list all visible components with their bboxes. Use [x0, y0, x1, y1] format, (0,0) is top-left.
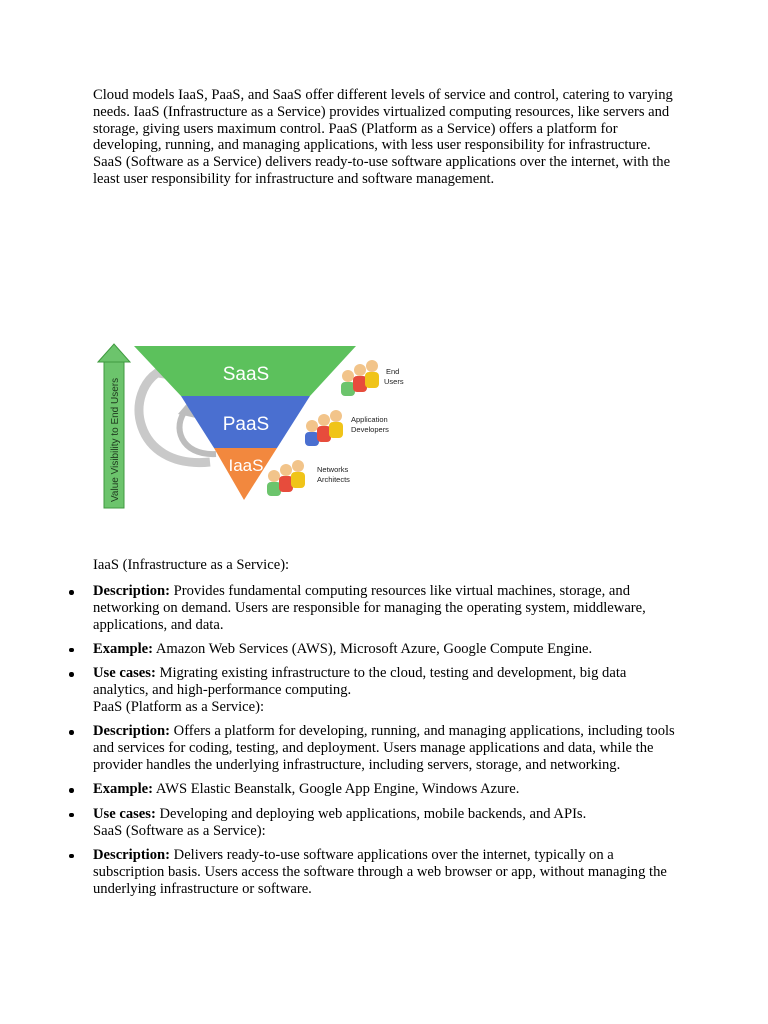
axis-label: Value Visibility to End Users	[110, 377, 121, 502]
item-text: Migrating existing infrastructure to the cloud, testing and development, big data analytics, and high-performance computing.	[93, 665, 627, 699]
saas-label: SaaS	[222, 364, 270, 385]
item-label: Description:	[93, 723, 171, 740]
iaas-list	[93, 583, 683, 905]
end-users-icon	[341, 360, 379, 396]
networks-architects-icon	[267, 460, 305, 496]
end-users-label-2: Users	[384, 377, 404, 386]
paas-label: PaaS	[222, 414, 270, 435]
item-text: Provides fundamental computing resources like virtual machines, storage, and networking on demand. Users are responsible for managing the operating system, middleware, applications, and data.	[93, 583, 646, 633]
axis-arrowhead	[98, 344, 130, 362]
application-developers-label-1: Application	[351, 415, 388, 424]
list-item	[93, 723, 683, 773]
iaas-label: IaaS	[228, 456, 264, 475]
item-label: Use cases:	[93, 665, 156, 682]
list-item	[93, 665, 683, 715]
item-label: Example:	[93, 781, 153, 798]
item-label: Description:	[93, 846, 171, 863]
networks-architects-label-2: Architects	[317, 475, 350, 484]
application-developers-label-2: Developers	[351, 425, 389, 434]
item-label: Description:	[93, 583, 171, 599]
item-text: Amazon Web Services (AWS), Microsoft Azure, Google Compute Engine.	[153, 640, 593, 657]
list-item	[93, 806, 683, 840]
iaas-heading: IaaS (Infrastructure as a Service):	[93, 557, 290, 573]
list-item	[93, 847, 683, 897]
intro-paragraph: Cloud models IaaS, PaaS, and SaaS offer different levels of service and control, catering to varying needs. IaaS (Infrastructure as a Service) provides virtualized computing resources, like servers and storage, giving users maximum control. PaaS (Platform as a Service) offers a platform for developing, running, and managing applications, with less user responsibility for infrastructure. SaaS (Software as a Service) delivers ready-to-use software applications over the internet, with the least user responsibility for infrastructure and software management.	[93, 87, 673, 187]
item-label: Use cases:	[93, 805, 156, 822]
saas-heading: SaaS (Software as a Service):	[93, 822, 266, 839]
application-developers-icon	[305, 410, 343, 446]
item-text: Delivers ready-to-use software applications over the internet, typically on a subscription basis. Users access the software through a web browser or app, without managing the underlying infrastructure or software.	[93, 846, 667, 897]
list-item	[93, 583, 683, 633]
item-text: Developing and deploying web applications, mobile backends, and APIs.	[155, 805, 587, 822]
cloud-models-diagram	[92, 330, 404, 518]
item-text: Offers a platform for developing, running, and managing applications, including tools and services for coding, testing, and deployment. Users manage applications and data, while the provider handles the underlying infrastructure, including servers, storage, and networking.	[93, 723, 675, 773]
item-text: AWS Elastic Beanstalk, Google App Engine, Windows Azure.	[153, 781, 520, 798]
end-users-label-1: End	[386, 367, 400, 376]
paas-heading: PaaS (Platform as a Service):	[93, 698, 265, 715]
list-item	[93, 781, 683, 798]
item-label: Example:	[93, 640, 153, 657]
networks-architects-label-1: Networks	[317, 465, 349, 474]
list-item	[93, 641, 683, 658]
